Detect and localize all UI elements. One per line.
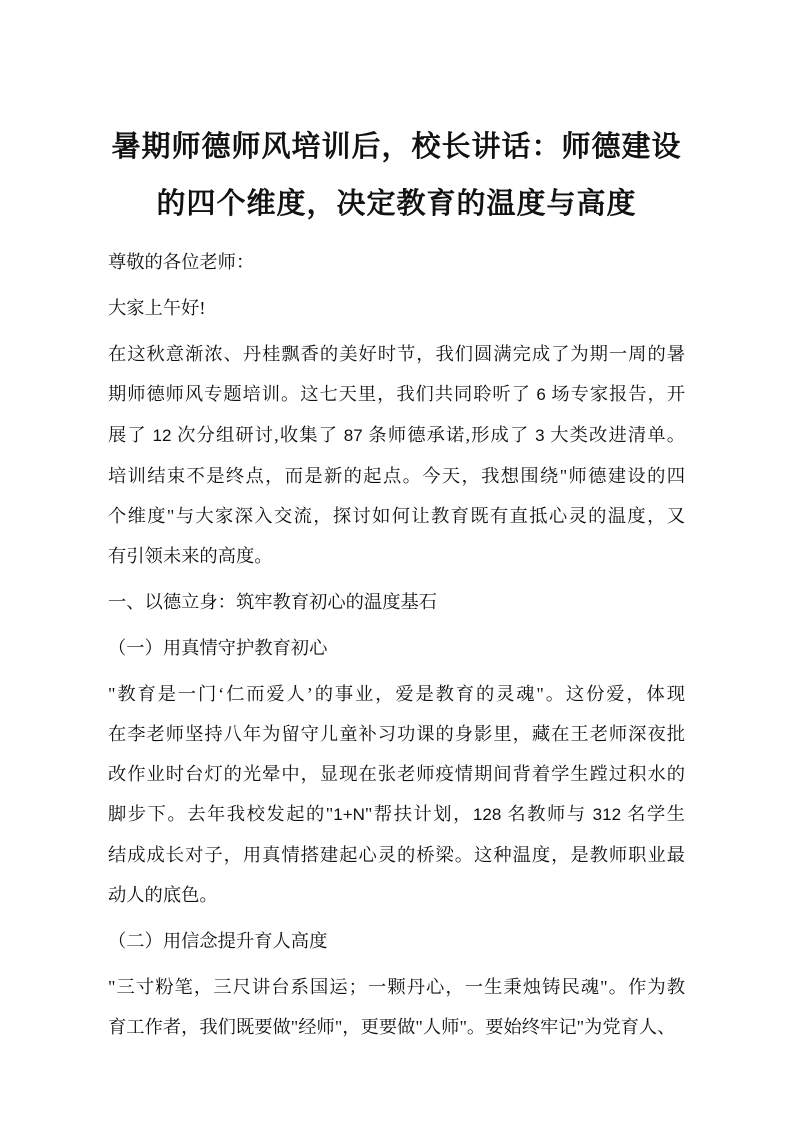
paragraph-greeting [108, 288, 685, 328]
text-line: （一）用真情守护教育初心 [108, 638, 328, 658]
text-line: 期师德师风专题培训。这七天里，我们共同聆听了 6 场专家报告，开 [108, 384, 685, 404]
text-line: 尊敬的各位老师： [108, 252, 255, 272]
text-line: "教育是一门‘仁而爱人’的事业，爱是教育的灵魂"。这份爱，体现 [108, 684, 685, 704]
latin-text: 128 [472, 805, 502, 824]
text-line: （二）用信念提升育人高度 [108, 931, 328, 951]
text-line: 脚步下。去年我校发起的"1+N"帮扶计划，128 名教师与 312 名学生 [108, 804, 685, 824]
title-line: 的四个维度，决定教育的温度与高度 [156, 188, 637, 220]
text-line: 结成成长对子，用真情搭建起心灵的桥梁。这种温度，是教师职业最 [108, 845, 685, 865]
text-line: 一、以德立身：筑牢教育初心的温度基石 [108, 592, 438, 612]
text-line: 个维度"与大家深入交流，探讨如何让教育既有直抵心灵的温度，又 [108, 506, 685, 526]
latin-text: 12 [152, 426, 172, 445]
title-line: 暑期师德师风培训后，校长讲话：师德建设 [111, 131, 682, 163]
text-line: 展了 12 次分组研讨,收集了 87 条师德承诺,形成了 3 大类改进清单。 [108, 425, 685, 445]
text-line: 培训结束不是终点，而是新的起点。今天，我想围绕"师德建设的四 [108, 466, 685, 486]
latin-text: 3 [535, 426, 545, 445]
text-line: 在这秋意渐浓、丹桂飘香的美好时节，我们圆满完成了为期一周的暑 [108, 344, 685, 364]
text-line: 有引领未来的高度。 [108, 546, 273, 566]
paragraph-salutation [108, 242, 685, 282]
paragraph-subsection-2-body [108, 967, 685, 1047]
document-title [108, 119, 685, 233]
text-line: 动人的底色。 [108, 885, 218, 905]
text-line: 育工作者，我们既要做"经师"，更要做"人师"。要始终牢记"为党育人、 [108, 1017, 676, 1037]
paragraph-subsection-2-heading [108, 921, 685, 961]
text-line: 在李老师坚持八年为留守儿童补习功课的身影里，藏在王老师深夜批 [108, 724, 685, 744]
text-line: "三寸粉笔，三尺讲台系国运；一颗丹心，一生秉烛铸民魂"。作为教 [108, 977, 685, 997]
paragraph-section-1-heading [108, 582, 685, 622]
paragraph-subsection-1-heading [108, 628, 685, 668]
paragraph-intro [108, 334, 685, 576]
latin-text: 312 [592, 805, 622, 824]
latin-text: 1+N [333, 805, 365, 824]
text-line: 大家上午好! [108, 298, 206, 318]
latin-text: 6 [536, 385, 546, 404]
text-line: 改作业时台灯的光晕中，显现在张老师疫情期间背着学生蹚过积水的 [108, 764, 685, 784]
paragraph-subsection-1-body [108, 674, 685, 915]
document-body [108, 242, 685, 1047]
latin-text: 87 [343, 426, 363, 445]
